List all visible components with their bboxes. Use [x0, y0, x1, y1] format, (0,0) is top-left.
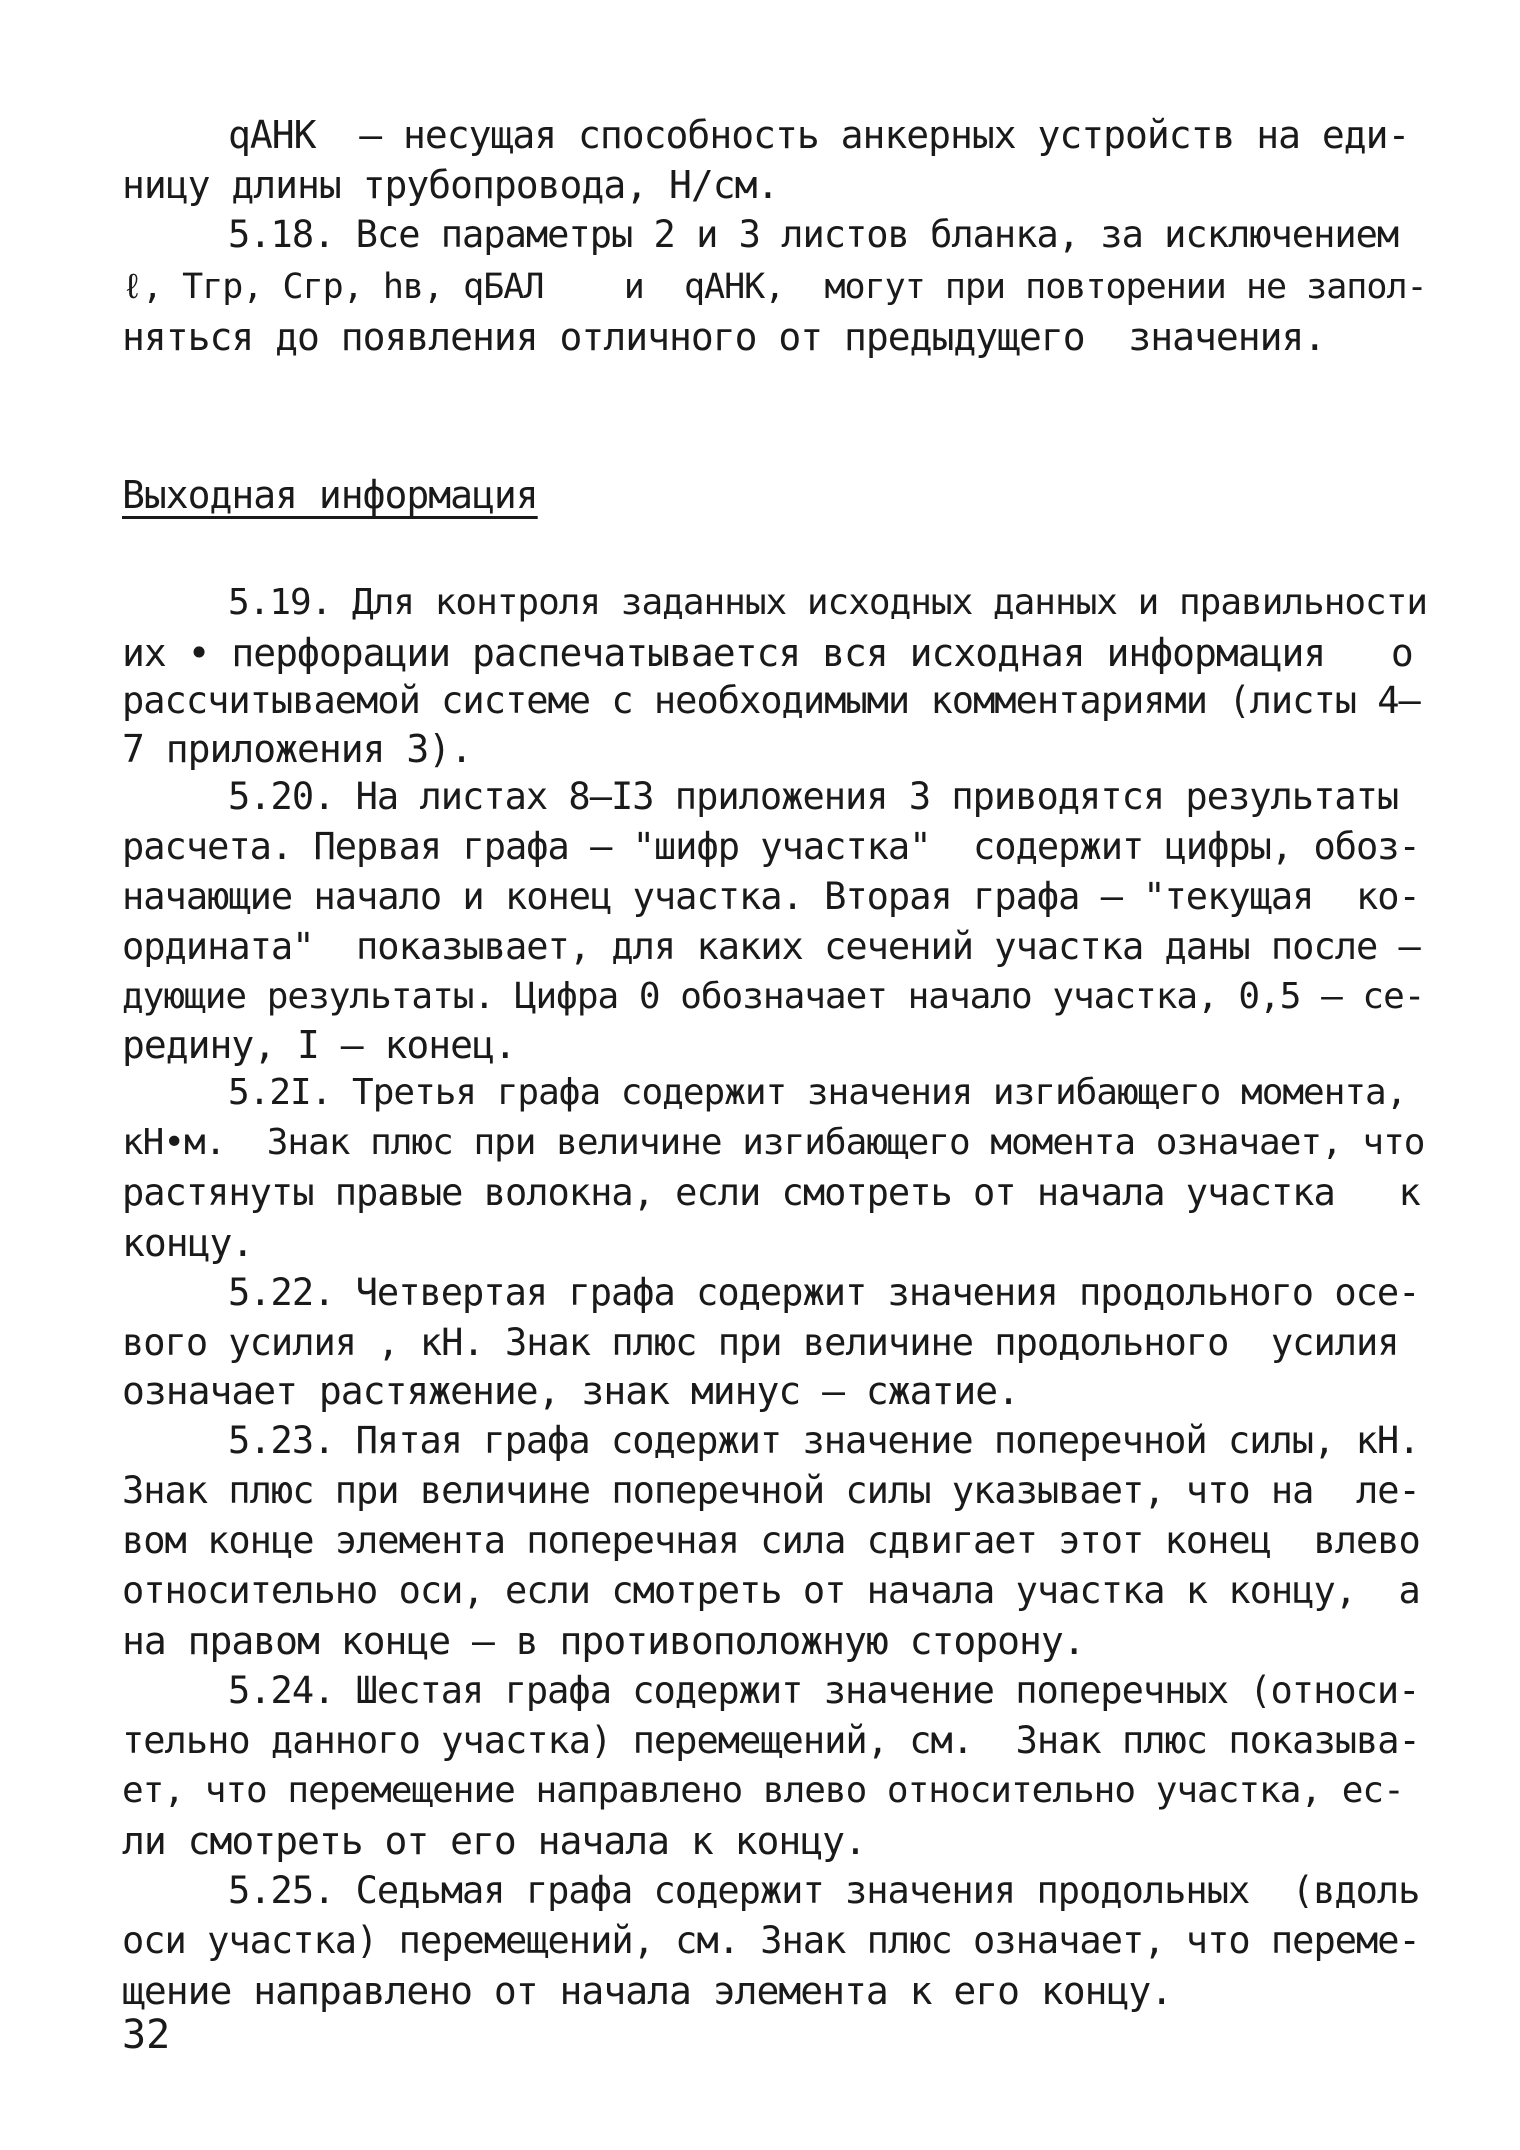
text-line: 5.25. Седьмая графа содержит значения продольных (вдоль — [228, 1869, 1420, 1912]
text-line: ли смотреть от его начала к концу. — [122, 1819, 866, 1863]
text-line: 5.22. Четвертая графа содержит значения продольного осе- — [228, 1271, 1420, 1314]
text-line: начающие начало и конец участка. Вторая графа – "текущая ко- — [122, 875, 1420, 918]
text-line: редину, I – конец. — [122, 1023, 516, 1067]
text-line: ордината" показывает, для каких сечений участка даны после – — [122, 925, 1420, 968]
text-line: 5.20. На листах 8–I3 приложения 3 приводятся результаты — [228, 775, 1399, 818]
text-line: Знак плюс при величине поперечной силы указывает, что на ле- — [122, 1469, 1420, 1512]
text-line: кН•м. Знак плюс при величине изгибающего момента означает, что — [122, 1122, 1425, 1163]
text-line: 5.19. Для контроля заданных исходных данных и правильности — [228, 582, 1428, 623]
text-line: относительно оси, если смотреть от начала участка к концу, а — [122, 1569, 1420, 1612]
text-line: рассчитываемой системе с необходимыми комментариями (листы 4– — [122, 679, 1420, 722]
text-line: концу. — [122, 1221, 254, 1265]
text-line: няться до появления отличного от предыдущего значения. — [122, 315, 1326, 359]
text-line: ет, что перемещение направлено влево относительно участка, ес- — [122, 1770, 1404, 1811]
page-number: 32 — [122, 2012, 171, 2058]
text-line: вом конце элемента поперечная сила сдвигает этот конец влево — [122, 1519, 1420, 1562]
text-line: 5.2I. Третья графа содержит значения изгибающего момента, — [228, 1072, 1407, 1113]
text-line: на правом конце – в противоположную сторону. — [122, 1619, 1085, 1663]
text-line: ℓ, Tгр, Cгр, hв, qБАЛ и qАНК, могут при повторении не запол- — [122, 267, 1427, 307]
section-heading: Выходная информация — [122, 473, 538, 517]
text-line: тельно данного участка) перемещений, см. Знак плюс показыва- — [122, 1719, 1420, 1762]
text-line: расчета. Первая графа – "шифр участка" содержит цифры, обоз- — [122, 825, 1420, 868]
text-line: вого усилия , кН. Знак плюс при величине продольного усилия — [122, 1321, 1399, 1364]
text-line: их • перфорации распечатывается вся исходная информация о — [122, 631, 1413, 675]
text-line: растянуты правые волокна, если смотреть от начала участка к — [122, 1171, 1420, 1214]
text-line: 7 приложения 3). — [122, 727, 473, 771]
text-line: щение направлено от начала элемента к его концу. — [122, 1969, 1173, 2013]
text-line: дующие результаты. Цифра 0 обозначает начало участка, 0,5 – се- — [122, 976, 1425, 1017]
text-line: 5.24. Шестая графа содержит значение поперечных (относи- — [228, 1669, 1420, 1712]
text-line: 5.23. Пятая графа содержит значение поперечной силы, кН. — [228, 1419, 1420, 1462]
text-line: 5.18. Все параметры 2 и 3 листов бланка, за исключением — [228, 213, 1399, 256]
text-line: означает растяжение, знак минус – сжатие. — [122, 1369, 1019, 1413]
text-line: qАНК – несущая способность анкерных устройств на еди- — [228, 113, 1410, 157]
text-line: оси участка) перемещений, см. Знак плюс означает, что переме- — [122, 1919, 1420, 1962]
text-line: ницу длины трубопровода, Н/см. — [122, 163, 779, 207]
